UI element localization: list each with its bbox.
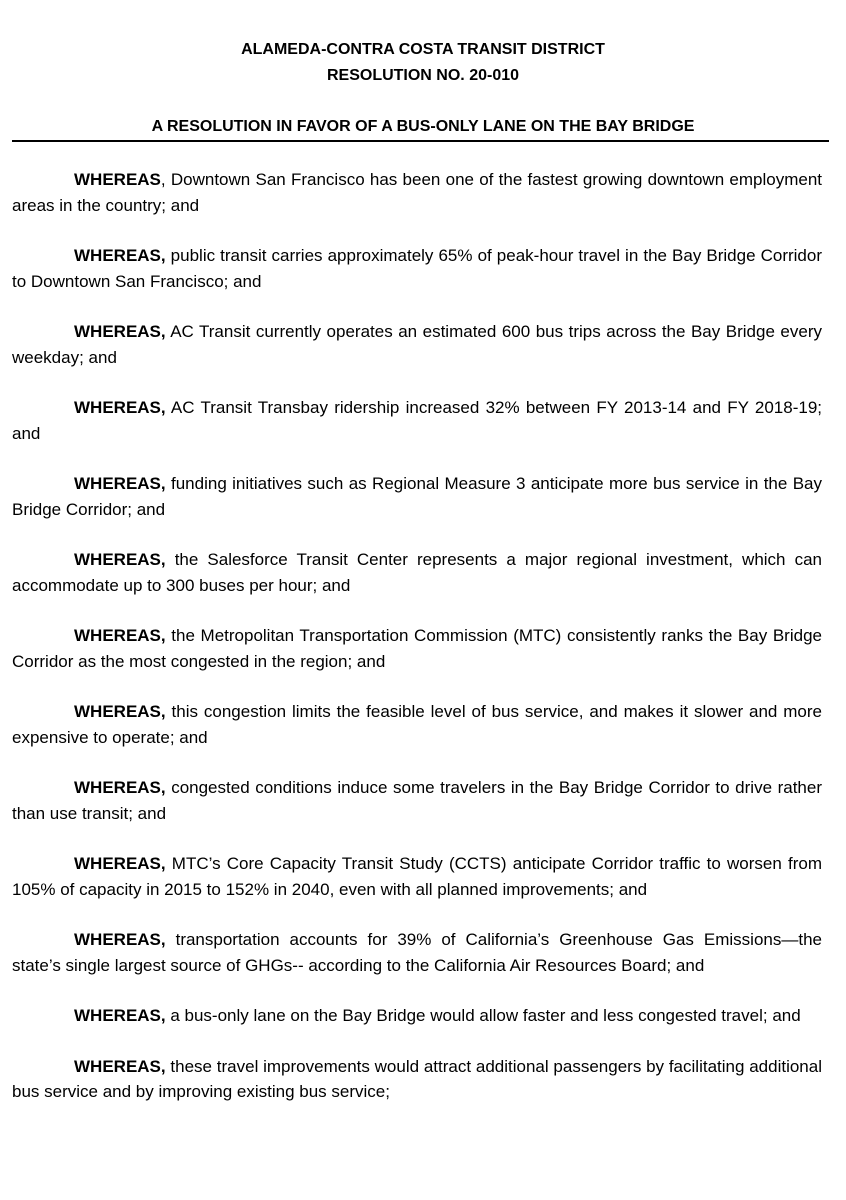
- clause-lead: WHEREAS,: [74, 322, 166, 341]
- clause-lead: WHEREAS,: [74, 930, 166, 949]
- clause-lead: WHEREAS,: [74, 1056, 166, 1076]
- clause-text: , Downtown San Francisco has been one of the fastest growing downtown employment areas in the country; and: [12, 170, 822, 215]
- whereas-clause: [12, 395, 822, 446]
- whereas-clause: [12, 699, 822, 750]
- clause-lead: WHEREAS,: [74, 1006, 166, 1025]
- whereas-clause: [12, 471, 822, 522]
- clause-text: transportation accounts for 39% of California’s Greenhouse Gas Emissions—the state’s single largest source of GHGs-- according to the California Air Resources Board; and: [12, 930, 822, 975]
- whereas-clause: [12, 243, 822, 294]
- clause-text: AC Transit Transbay ridership increased 32% between FY 2013-14 and FY 2018-19; and: [12, 398, 822, 443]
- whereas-clause: [12, 547, 822, 598]
- whereas-clause: [12, 851, 822, 902]
- clause-text: the Metropolitan Transportation Commission (MTC) consistently ranks the Bay Bridge Corridor as the most congested in the region; and: [12, 626, 822, 671]
- clause-text: a bus-only lane on the Bay Bridge would allow faster and less congested travel; and: [165, 1006, 801, 1025]
- whereas-clause: [12, 623, 822, 674]
- clause-text: these travel improvements would attract additional passengers by facilitating additional bus service and by improving existing bus service;: [12, 1056, 822, 1101]
- whereas-clause: [12, 167, 822, 218]
- clause-lead: WHEREAS,: [74, 626, 166, 645]
- clause-text: the Salesforce Transit Center represents a major regional investment, which can accommodate up to 300 buses per hour; and: [12, 550, 822, 595]
- title-divider: [12, 140, 829, 142]
- clause-lead: WHEREAS,: [74, 854, 166, 873]
- clause-lead: WHEREAS,: [74, 778, 166, 797]
- clause-lead: WHEREAS,: [74, 474, 166, 493]
- clause-text: MTC’s Core Capacity Transit Study (CCTS) anticipate Corridor traffic to worsen from 105% of capacity in 2015 to 152% in 2040, even with all planned improvements; and: [12, 854, 822, 899]
- clause-lead: WHEREAS,: [74, 398, 166, 417]
- clause-text: congested conditions induce some travelers in the Bay Bridge Corridor to drive rather than use transit; and: [12, 778, 822, 823]
- agency-name: ALAMEDA-CONTRA COSTA TRANSIT DISTRICT: [241, 41, 605, 58]
- whereas-clauses: [12, 167, 822, 1130]
- clause-text: public transit carries approximately 65% of peak-hour travel in the Bay Bridge Corridor to Downtown San Francisco; and: [12, 246, 822, 291]
- whereas-clause: [12, 927, 822, 978]
- whereas-clause: [12, 775, 822, 826]
- whereas-clause: [12, 319, 822, 370]
- clause-lead: WHEREAS,: [74, 246, 166, 265]
- clause-lead: WHEREAS,: [74, 702, 166, 721]
- clause-lead: WHEREAS: [74, 170, 161, 189]
- clause-lead: WHEREAS,: [74, 550, 166, 569]
- whereas-clause: [12, 1003, 822, 1029]
- clause-text: funding initiatives such as Regional Measure 3 anticipate more bus service in the Bay Bridge Corridor; and: [12, 474, 822, 519]
- clause-text: this congestion limits the feasible level of bus service, and makes it slower and more expensive to operate; and: [12, 702, 822, 747]
- resolution-title: A RESOLUTION IN FAVOR OF A BUS-ONLY LANE ON THE BAY BRIDGE: [151, 118, 695, 135]
- whereas-clause: [12, 1054, 822, 1105]
- resolution-number: RESOLUTION NO. 20-010: [326, 67, 520, 84]
- clause-text: AC Transit currently operates an estimated 600 bus trips across the Bay Bridge every weekday; and: [12, 322, 822, 367]
